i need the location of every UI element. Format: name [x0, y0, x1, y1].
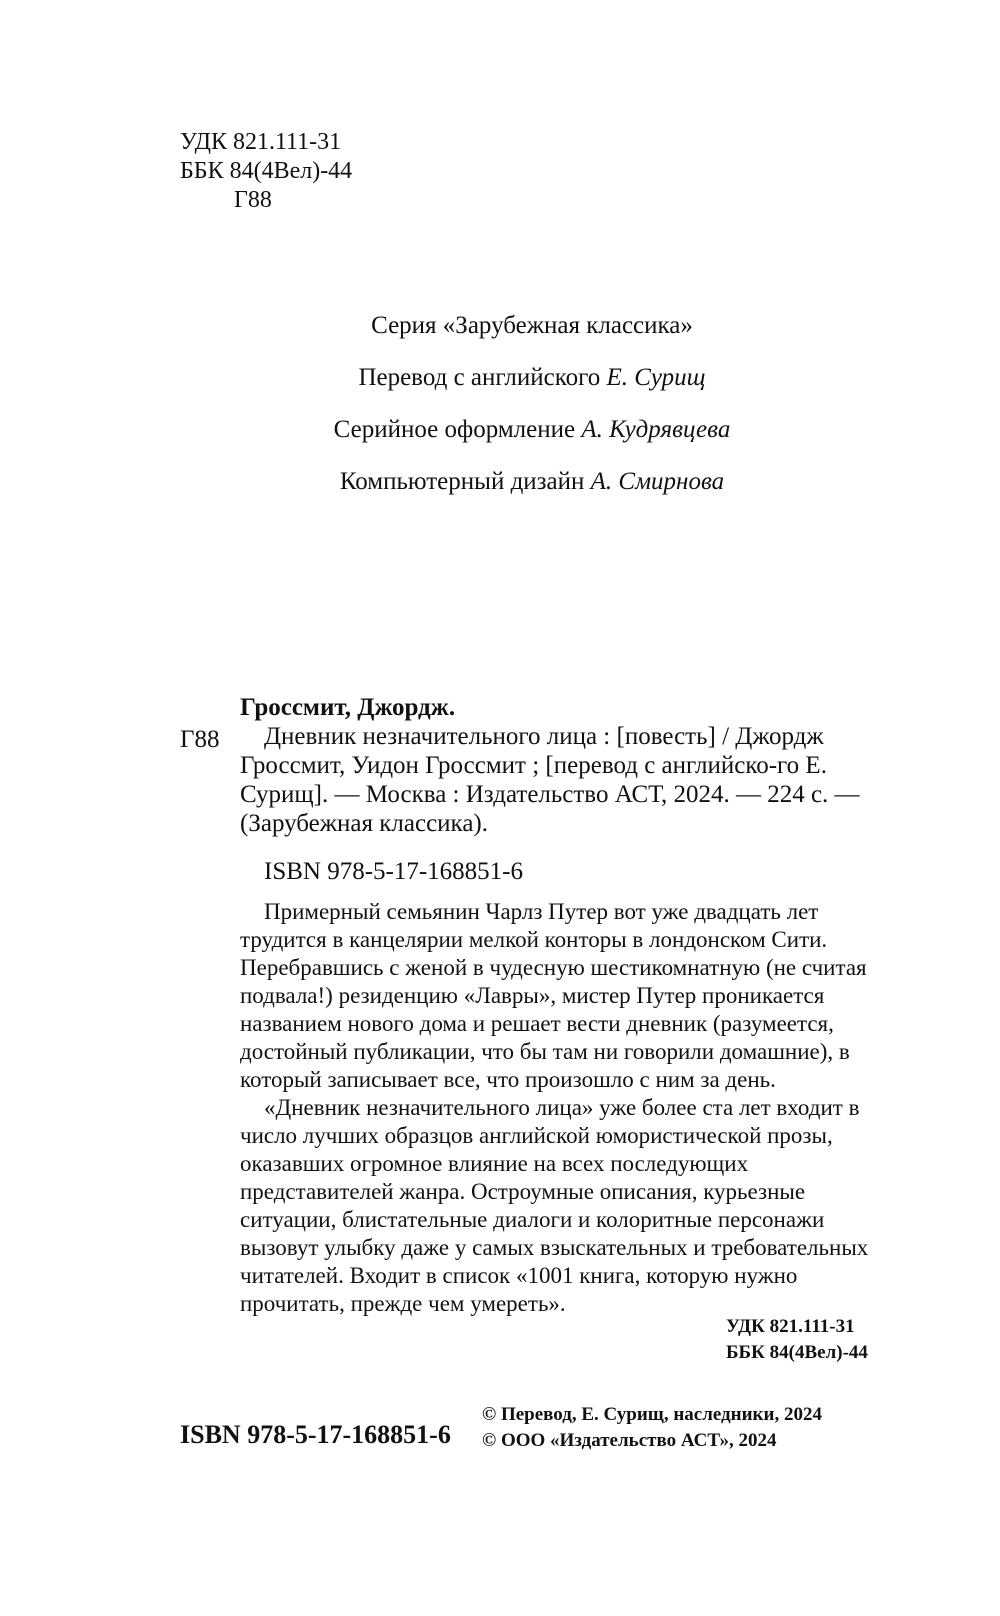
footer-isbn: ISBN 978-5-17-168851-6	[180, 1420, 451, 1449]
computer-designer-name: А. Смирнова	[590, 468, 725, 495]
series-design-label: Серийное оформление	[333, 416, 582, 443]
copyright-publisher: © ООО «Издательство АСТ», 2024	[482, 1430, 777, 1451]
translator-label: Перевод с английского	[358, 364, 607, 391]
series-label: Серия «Зарубежная классика»	[371, 312, 693, 339]
series-line	[0, 312, 1000, 364]
translator-name: Е. Сурищ	[606, 364, 706, 391]
catalog-author: Гроссмит, Джордж.	[240, 694, 456, 721]
book-abstract	[240, 898, 880, 1318]
abstract-paragraph-1: Примерный семьянин Чарлз Путер вот уже двадцать лет трудится в канцелярии мелкой конторы в лондонском Сити. Перебравшись с женой в чудесную шестикомнатную (не считая подвала!) резиденцию «Лавры», мистер Путер проникается названием нового дома и решает вести дневник (разумеется, достойный публикации, что бы там ни говорили домашние), в который записывает все, что произошло с ним за день.	[240, 899, 867, 1092]
computer-design-line	[0, 468, 1000, 520]
computer-design-label: Компьютерный дизайн	[339, 468, 591, 495]
author-mark: Г88	[234, 187, 272, 213]
bottom-bbk-code: ББК 84(4Вел)-44	[726, 1342, 868, 1363]
series-design-line	[0, 416, 1000, 468]
catalog-isbn: ISBN 978-5-17-168851-6	[264, 858, 524, 885]
udk-code: УДК 821.111-31	[180, 129, 342, 155]
translator-line	[0, 364, 1000, 416]
bbk-code: ББК 84(4Вел)-44	[180, 158, 353, 184]
abstract-paragraph-2: «Дневник незначительного лица» уже более ста лет входит в число лучших образцов английской юмористической прозы, оказавших огромное влияние на всех последующих представителей жанра. Остроумные описания, курьезные ситуации, блистательные диалоги и колоритные персонажи вызовут улыбку даже у самых взыскательных и требовательных читателей. Входит в список «1001 книга, которую нужно прочитать, прежде чем умереть».	[240, 1095, 869, 1316]
top-classification-codes	[180, 128, 352, 215]
catalog-mark: Г88	[180, 726, 220, 753]
credits-block	[0, 312, 1000, 520]
catalog-description-text: Дневник незначительного лица : [повесть] / Джордж Гроссмит, Уидон Гроссмит ; [перевод с английско-го Е. Сурищ]. — Москва : Издательство АСТ, 2024. — 224 с. — (Зарубежная классика).	[240, 723, 860, 837]
copyright-block	[482, 1402, 822, 1454]
copyright-translation: © Перевод, Е. Сурищ, наследники, 2024	[482, 1404, 822, 1425]
bottom-udk-code: УДК 821.111-31	[726, 1316, 855, 1337]
bottom-classification-codes	[726, 1314, 868, 1366]
catalog-description	[240, 722, 880, 838]
series-designer-name: А. Кудрявцева	[581, 416, 731, 443]
